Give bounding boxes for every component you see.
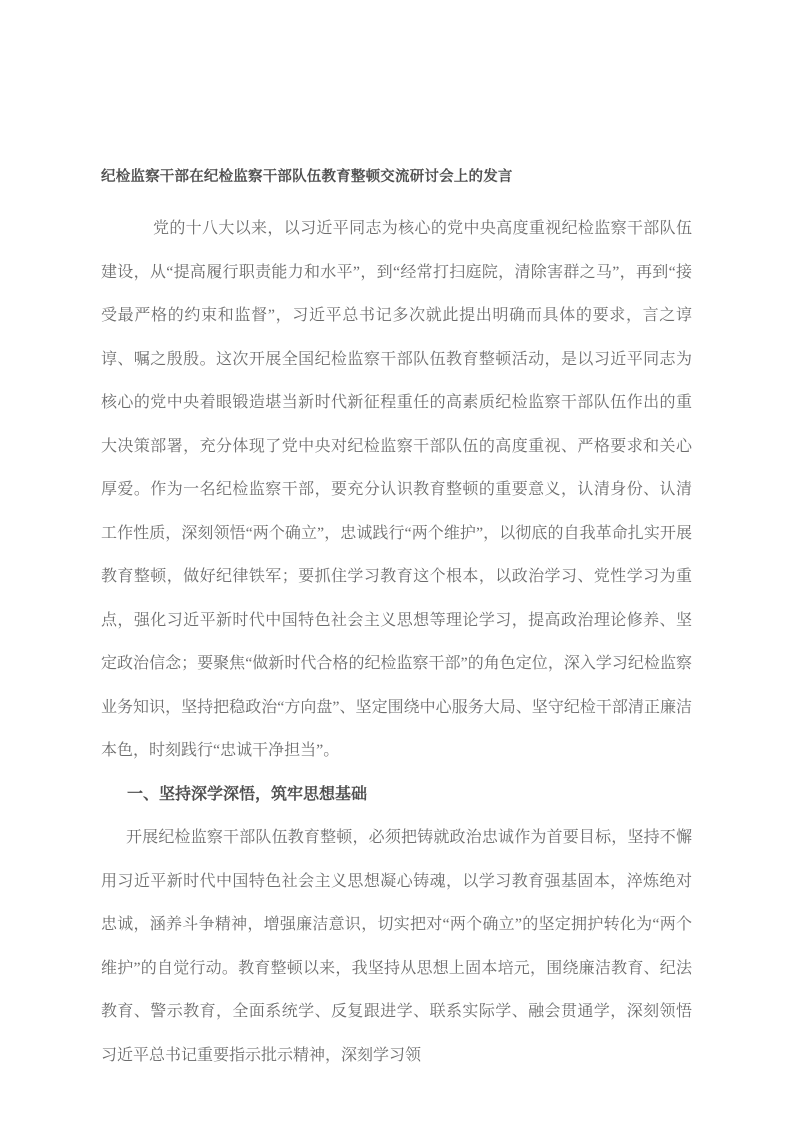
paragraph-intro: 党的十八大以来，以习近平同志为核心的党中央高度重视纪检监察干部队伍建设，从“提高履行职责能力和水平”，到“经常打扫庭院，清除害群之马”，再到“接受最严格的约束和监督”，习近平总书记多次就此提出明确而具体的要求，言之谆谆、嘱之殷殷。这次开展全国纪检监察干部队伍教育整顿活动，是以习近平同志为核心的党中央着眼锻造堪当新时代新征程重任的高素质纪检监察干部队伍作出的重大决策部署，充分体现了党中央对纪检监察干部队伍的高度重视、严格要求和关心厚爱。作为一名纪检监察干部，要充分认识教育整顿的重要意义，认清身份、认清工作性质，深刻领悟“两个确立”，忠诚践行“两个维护”，以彻底的自我革命扎实开展教育整顿，做好纪律铁军；要抓住学习教育这个根本，以政治学习、党性学习为重点，强化习近平新时代中国特色社会主义思想等理论学习，提高政治理论修养、坚定政治信念；要聚焦“做新时代合格的纪检监察干部”的角色定位，深入学习纪检监察业务知识，坚持把稳政治“方向盘”、坚定围绕中心服务大局、坚守纪检干部清正廉洁本色，时刻践行“忠诚干净担当”。: [101, 220, 692, 759]
paragraph-section-1: 开展纪检监察干部队伍教育整顿，必须把铸就政治忠诚作为首要目标，坚持不懈用习近平新时代中国特色社会主义思想凝心铸魂，以学习教育强基固本，淬炼绝对忠诚，涵养斗争精神，增强廉洁意识，切实把对“两个确立”的坚定拥护转化为“两个维护”的自觉行动。教育整顿以来，我坚持从思想上固本培元，围绕廉洁教育、纪法教育、警示教育，全面系统学、反复跟进学、联系实际学、融会贯通学，深刻领悟习近平总书记重要指示批示精神，深刻学习领: [101, 829, 692, 1064]
document-title: 纪检监察干部在纪检监察干部队伍教育整顿交流研讨会上的发言: [101, 169, 513, 185]
section-heading-1: 一、坚持深学深悟，筑牢思想基础: [127, 785, 368, 803]
